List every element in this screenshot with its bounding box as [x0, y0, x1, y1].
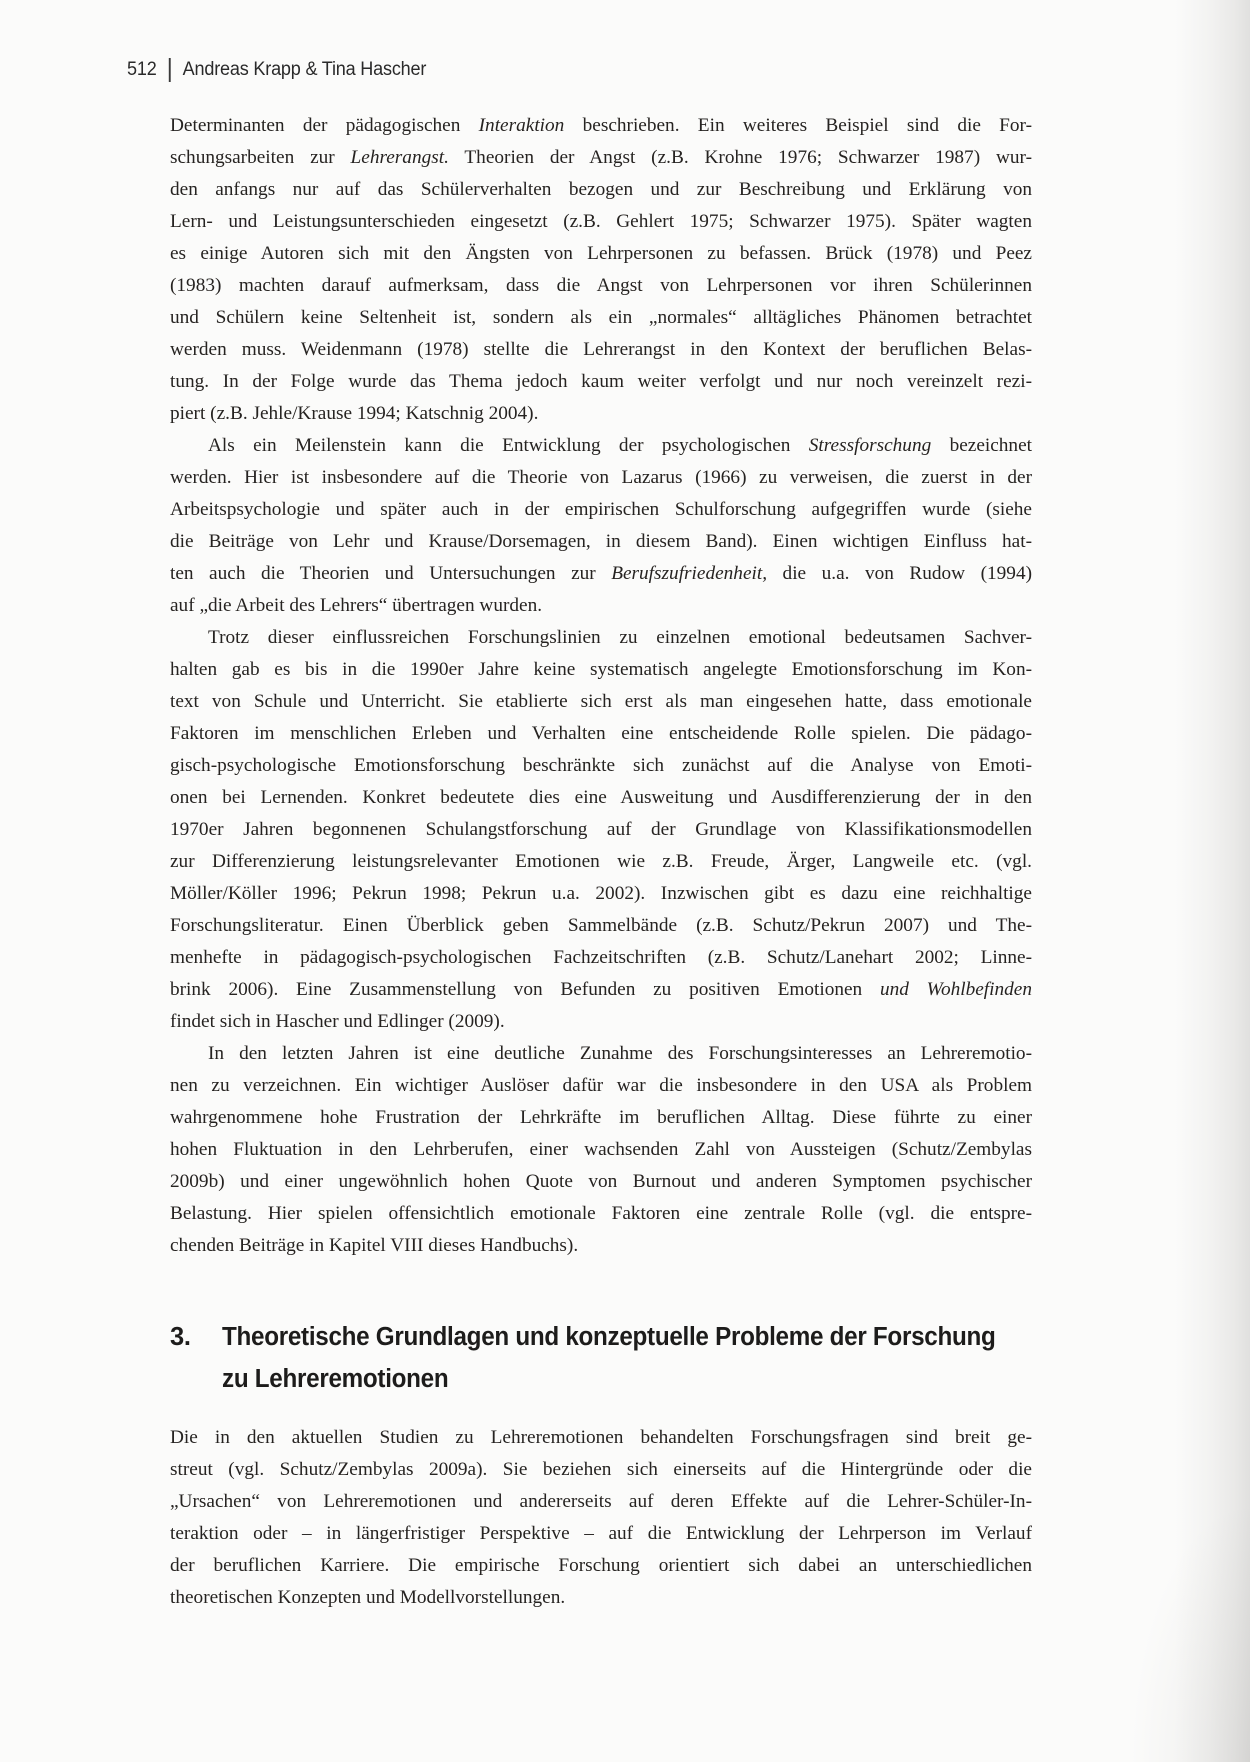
text-line	[170, 526, 1032, 558]
text-segment: ten auch die Theorien und Untersuchungen zur	[170, 563, 612, 584]
text-line	[170, 430, 1032, 462]
scan-corner-shadow	[1130, 1502, 1250, 1762]
text-segment: onen bei Lernenden. Konkret bedeutete dies eine Ausweitung und Ausdifferenzierung der in den	[170, 787, 1032, 808]
text-segment: beschrieben. Ein weiteres Beispiel sind die For-	[564, 115, 1032, 136]
text-line	[170, 1518, 1032, 1550]
text-line	[170, 878, 1032, 910]
text-line	[170, 846, 1032, 878]
text-segment: Belastung. Hier spielen offensichtlich emotionale Faktoren eine zentrale Rolle (vgl. die entspre-	[170, 1203, 1032, 1224]
text-line	[170, 1134, 1032, 1166]
italic-text: und Wohlbefinden	[879, 979, 1032, 1000]
running-header	[127, 58, 426, 82]
text-segment: hohen Fluktuation in den Lehrberufen, einer wachsenden Zahl von Aussteigen (Schutz/Zembylas	[170, 1139, 1032, 1160]
text-line	[170, 1102, 1032, 1134]
text-segment: teraktion oder – in längerfristiger Perspektive – auf die Entwicklung der Lehrperson im Verlauf	[170, 1523, 1032, 1544]
text-line	[170, 558, 1032, 590]
text-segment: die Beiträge von Lehr und Krause/Dorsemagen, in diesem Band). Einen wichtigen Einfluss hat-	[170, 531, 1032, 552]
text-line	[170, 686, 1032, 718]
section-heading	[170, 1316, 1032, 1400]
text-line	[170, 366, 1032, 398]
text-line	[170, 654, 1032, 686]
text-segment: „Ursachen“ von Lehreremotionen und andererseits auf deren Effekte auf die Lehrer-Schüler-In-	[170, 1491, 1032, 1512]
text-segment: Als ein Meilenstein kann die Entwicklung der psychologischen	[208, 435, 809, 456]
text-segment: streut (vgl. Schutz/Zembylas 2009a). Sie beziehen sich einerseits auf die Hintergründe oder die	[170, 1459, 1032, 1480]
text-line	[170, 1550, 1032, 1582]
text-line	[170, 302, 1032, 334]
text-line	[170, 462, 1032, 494]
text-segment: 2009b) und einer ungewöhnlich hohen Quote von Burnout und anderen Symptomen psychischer	[170, 1171, 1032, 1192]
page-number: 512	[127, 59, 157, 80]
section-title	[222, 1316, 996, 1400]
text-line	[170, 1198, 1032, 1230]
text-segment: den anfangs nur auf das Schülerverhalten bezogen und zur Beschreibung und Erklärung von	[170, 179, 1032, 200]
text-line	[170, 1006, 1032, 1038]
text-segment: nen zu verzeichnen. Ein wichtiger Auslöser dafür war die insbesondere in den USA als Problem	[170, 1075, 1032, 1096]
section-title-line: zu Lehreremotionen	[222, 1365, 449, 1393]
text-line	[170, 1422, 1032, 1454]
body-text-top	[170, 110, 1032, 1262]
header-authors: Andreas Krapp & Tina Hascher	[182, 59, 427, 80]
text-segment: wahrgenommene hohe Frustration der Lehrkräfte im beruflichen Alltag. Diese führte zu einer	[170, 1107, 1032, 1128]
text-line	[170, 590, 1032, 622]
text-segment: Möller/Köller 1996; Pekrun 1998; Pekrun u.a. 2002). Inzwischen gibt es dazu eine reichhaltige	[170, 883, 1032, 904]
text-line	[170, 1486, 1032, 1518]
text-segment: theoretischen Konzepten und Modellvorstellungen.	[170, 1587, 566, 1608]
italic-text: Interaktion	[478, 115, 565, 136]
text-segment: werden muss. Weidenmann (1978) stellte die Lehrerangst in den Kontext der beruflichen Belas-	[170, 339, 1032, 360]
text-line	[170, 110, 1032, 142]
section-title-line: Theoretische Grundlagen und konzeptuelle Probleme der Forschung	[222, 1323, 996, 1351]
text-line	[170, 238, 1032, 270]
text-segment: halten gab es bis in die 1990er Jahre keine systematisch angelegte Emotionsforschung im Kon-	[170, 659, 1032, 680]
section-number: 3.	[170, 1323, 191, 1351]
paragraph	[170, 110, 1032, 430]
text-segment: findet sich in Hascher und Edlinger (2009).	[170, 1011, 505, 1032]
text-line	[170, 334, 1032, 366]
text-segment: text von Schule und Unterricht. Sie etablierte sich erst als man eingesehen hatte, dass emotionale	[170, 691, 1032, 712]
text-segment: Arbeitspsychologie und später auch in der empirischen Schulforschung aufgegriffen wurde (siehe	[170, 499, 1032, 520]
text-segment: und Schülern keine Seltenheit ist, sondern als ein „normales“ alltägliches Phänomen betrachtet	[170, 307, 1032, 328]
text-segment: tung. In der Folge wurde das Thema jedoch kaum weiter verfolgt und nur noch vereinzelt rezi-	[170, 371, 1032, 392]
italic-text: Stressforschung	[808, 435, 932, 456]
body-text-bottom	[170, 1422, 1032, 1614]
text-segment: In den letzten Jahren ist eine deutliche Zunahme des Forschungsinteresses an Lehreremotio-	[208, 1043, 1032, 1064]
text-line	[170, 942, 1032, 974]
text-segment: zur Differenzierung leistungsrelevanter Emotionen wie z.B. Freude, Ärger, Langweile etc. (vgl.	[170, 851, 1032, 872]
italic-text: Berufszufriedenheit,	[611, 563, 768, 584]
text-line	[170, 750, 1032, 782]
text-segment: auf „die Arbeit des Lehrers“ übertragen wurden.	[170, 595, 543, 616]
text-segment: schungsarbeiten zur	[170, 147, 351, 168]
text-segment: Lern- und Leistungsunterschieden eingesetzt (z.B. Gehlert 1975; Schwarzer 1975). Später wagten	[170, 211, 1032, 232]
text-line	[170, 718, 1032, 750]
paragraph	[170, 1422, 1032, 1614]
text-segment: (1983) machten darauf aufmerksam, dass die Angst von Lehrpersonen vor ihren Schülerinnen	[170, 275, 1032, 296]
text-segment: Trotz dieser einflussreichen Forschungslinien zu einzelnen emotional bedeutsamen Sachver-	[208, 627, 1032, 648]
text-segment: 1970er Jahren begonnenen Schulangstforschung auf der Grundlage von Klassifikationsmodellen	[170, 819, 1032, 840]
text-segment: menhefte in pädagogisch-psychologischen Fachzeitschriften (z.B. Schutz/Lanehart 2002; Linne-	[170, 947, 1032, 968]
text-segment: brink 2006). Eine Zusammenstellung von Befunden zu positiven Emotionen	[170, 979, 880, 1000]
text-line	[170, 398, 1032, 430]
text-segment: Forschungsliteratur. Einen Überblick geben Sammelbände (z.B. Schutz/Pekrun 2007) und The-	[170, 915, 1032, 936]
text-line	[170, 1582, 1032, 1614]
text-line	[170, 974, 1032, 1006]
text-line	[170, 1454, 1032, 1486]
text-line	[170, 174, 1032, 206]
text-line	[170, 1038, 1032, 1070]
text-segment: werden. Hier ist insbesondere auf die Theorie von Lazarus (1966) zu verweisen, die zuerst in der	[170, 467, 1032, 488]
header-divider	[169, 58, 170, 82]
text-segment: gisch-psychologische Emotionsforschung beschränkte sich zunächst auf die Analyse von Emoti-	[170, 755, 1032, 776]
text-line	[170, 494, 1032, 526]
text-line	[170, 142, 1032, 174]
text-segment: der beruflichen Karriere. Die empirische Forschung orientiert sich dabei an unterschiedlichen	[170, 1555, 1032, 1576]
text-line	[170, 1166, 1032, 1198]
text-line	[170, 206, 1032, 238]
text-line	[170, 1070, 1032, 1102]
text-segment: piert (z.B. Jehle/Krause 1994; Katschnig 2004).	[170, 403, 539, 424]
text-column	[170, 110, 1032, 1614]
text-line	[170, 814, 1032, 846]
paragraph	[170, 622, 1032, 1038]
text-segment: bezeichnet	[931, 435, 1032, 456]
text-segment: Faktoren im menschlichen Erleben und Verhalten eine entscheidende Rolle spielen. Die pädago-	[170, 723, 1032, 744]
paragraph	[170, 430, 1032, 622]
text-segment: Theorien der Angst (z.B. Krohne 1976; Schwarzer 1987) wur-	[448, 147, 1032, 168]
text-line	[170, 910, 1032, 942]
text-line	[170, 270, 1032, 302]
paragraph	[170, 1038, 1032, 1262]
text-line	[170, 1230, 1032, 1262]
scan-edge-shadow	[1175, 0, 1250, 1762]
text-segment: Determinanten der pädagogischen	[170, 115, 479, 136]
text-line	[170, 782, 1032, 814]
italic-text: Lehrerangst.	[350, 147, 449, 168]
text-segment: die u.a. von Rudow (1994)	[767, 563, 1032, 584]
text-segment: chenden Beiträge in Kapitel VIII dieses Handbuchs).	[170, 1235, 579, 1256]
text-segment: Die in den aktuellen Studien zu Lehreremotionen behandelten Forschungsfragen sind breit ge-	[170, 1427, 1032, 1448]
text-line	[170, 622, 1032, 654]
text-segment: es einige Autoren sich mit den Ängsten von Lehrpersonen zu befassen. Brück (1978) und Peez	[170, 243, 1032, 264]
